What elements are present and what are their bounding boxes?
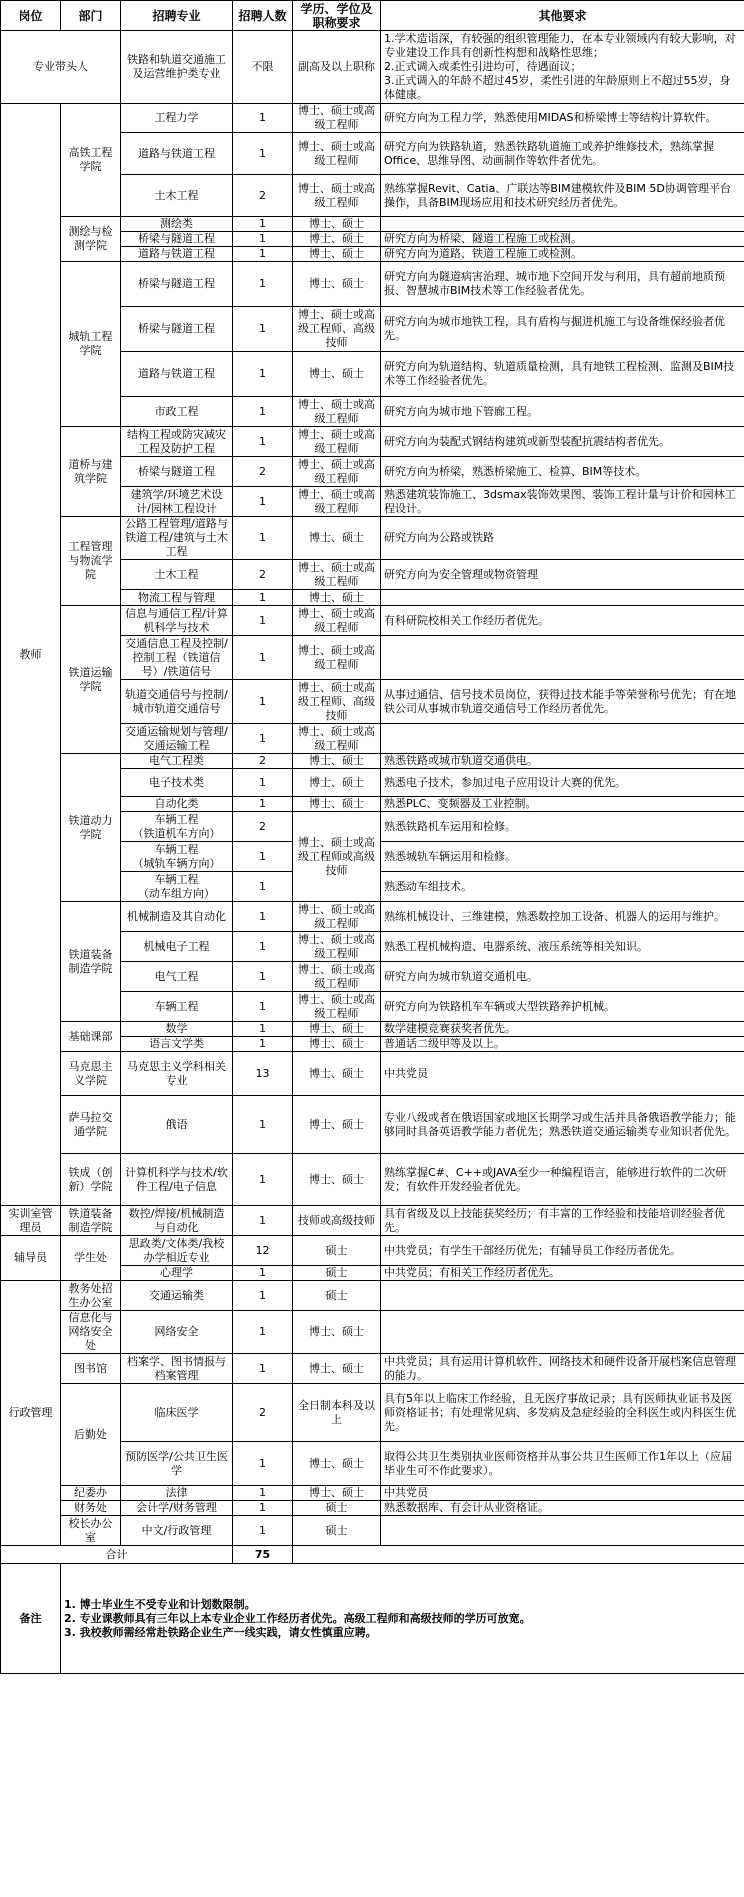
other-cell	[381, 1281, 744, 1311]
dept-cell: 基础课部	[61, 1022, 121, 1052]
degree-cell: 博士、硕士或高级工程师	[293, 992, 381, 1022]
notes-content	[61, 1564, 744, 1674]
dept-cell: 纪委办	[61, 1486, 121, 1501]
degree-cell: 博士、硕士或高级工程师	[293, 487, 381, 517]
table-row	[1, 1516, 744, 1546]
other-cell	[381, 636, 744, 680]
major-cell: 桥梁与隧道工程	[121, 457, 233, 487]
degree-cell: 技师或高级技师	[293, 1206, 381, 1236]
other-cell	[381, 217, 744, 232]
count-cell: 1	[233, 724, 293, 754]
count-cell: 1	[233, 606, 293, 636]
degree-cell: 博士、硕士	[293, 590, 381, 606]
table-row	[1, 262, 744, 307]
major-cell: 信息与通信工程/计算机科学与技术	[121, 606, 233, 636]
degree-cell: 博士、硕士	[293, 797, 381, 812]
major-cell: 轨道交通信号与控制/城市轨道交通信号	[121, 680, 233, 724]
degree-cell: 博士、硕士	[293, 754, 381, 769]
degree-cell: 硕士	[293, 1516, 381, 1546]
other-cell: 研究方向为铁路轨道，熟悉铁路轨道施工或养护维修技术，熟练掌握Office、思维导图、动画制作等软件者优先。	[381, 133, 744, 175]
degree-cell: 博士、硕士或高级工程师	[293, 902, 381, 932]
other-cell: 熟悉数据库、有会计从业资格证。	[381, 1501, 744, 1516]
major-cell: 心理学	[121, 1266, 233, 1281]
degree-cell: 博士、硕士或高级工程师	[293, 962, 381, 992]
count-cell: 1	[233, 962, 293, 992]
dept-cell: 城轨工程学院	[61, 262, 121, 427]
degree-cell: 博士、硕士	[293, 517, 381, 560]
other-cell	[381, 724, 744, 754]
degree-cell: 博士、硕士	[293, 1022, 381, 1037]
leader-other: 1.学术造诣深，有较强的组织管理能力，在本专业领域内有较大影响，对专业建设工作具有创新性构想和战略性思维； 2.正式调入或柔性引进均可，待遇面议； 3.正式调入的年龄不超过45岁，柔性引进的年龄原则上不超过55岁，身体健康。	[381, 31, 744, 104]
degree-cell: 博士、硕士	[293, 352, 381, 397]
degree-cell: 博士、硕士	[293, 1154, 381, 1206]
header-degree: 学历、学位及职称要求	[293, 1, 381, 31]
other-cell: 研究方向为装配式钢结构建筑或新型装配抗震结构者优先。	[381, 427, 744, 457]
other-cell: 熟练掌握C#、C++或JAVA至少一种编程语言，能够进行软件的二次研发；有软件开发经验者优先。	[381, 1154, 744, 1206]
other-cell: 研究方向为工程力学，熟悉使用MIDAS和桥梁博士等结构计算软件。	[381, 104, 744, 133]
major-cell: 交通信息工程及控制/控制工程（铁道信号）/铁道信号	[121, 636, 233, 680]
other-cell: 研究方向为桥梁、隧道工程施工或检测。	[381, 232, 744, 247]
count-cell: 1	[233, 1354, 293, 1384]
dept-cell: 后勤处	[61, 1384, 121, 1486]
count-cell: 13	[233, 1052, 293, 1096]
count-cell: 1	[233, 247, 293, 262]
major-cell: 机械电子工程	[121, 932, 233, 962]
major-cell: 会计学/财务管理	[121, 1501, 233, 1516]
note-1: 1. 博士毕业生不受专业和计划数限制。	[64, 1597, 256, 1611]
major-cell: 档案学、图书情报与档案管理	[121, 1354, 233, 1384]
degree-cell: 博士、硕士或高级工程师	[293, 932, 381, 962]
count-cell: 1	[233, 1442, 293, 1486]
dept-cell: 道桥与建筑学院	[61, 427, 121, 517]
other-cell: 研究方向为城市地下管廊工程。	[381, 397, 744, 427]
major-cell: 俄语	[121, 1096, 233, 1154]
major-cell: 数控/焊接/机械制造与自动化	[121, 1206, 233, 1236]
table-row	[1, 104, 744, 133]
other-cell: 研究方向为公路或铁路	[381, 517, 744, 560]
dept-cell: 信息化与网络安全处	[61, 1311, 121, 1354]
dept-cell: 测绘与检测学院	[61, 217, 121, 262]
other-cell: 研究方向为道路、铁道工程施工或检测。	[381, 247, 744, 262]
major-cell: 车辆工程 （铁道机车方向）	[121, 812, 233, 842]
other-cell: 熟悉PLC、变频器及工业控制。	[381, 797, 744, 812]
count-cell: 1	[233, 307, 293, 352]
major-cell: 桥梁与隧道工程	[121, 232, 233, 247]
dept-cell: 铁道运输学院	[61, 606, 121, 754]
major-cell: 机械制造及其自动化	[121, 902, 233, 932]
count-cell: 2	[233, 560, 293, 590]
degree-cell: 硕士	[293, 1281, 381, 1311]
dept-cell: 校长办公室	[61, 1516, 121, 1546]
major-cell: 电子技术类	[121, 769, 233, 797]
major-cell: 结构工程或防灾减灾工程及防护工程	[121, 427, 233, 457]
table-row	[1, 1096, 744, 1154]
major-cell: 物流工程与管理	[121, 590, 233, 606]
major-cell: 交通运输类	[121, 1281, 233, 1311]
degree-cell: 博士、硕士	[293, 1096, 381, 1154]
header-count: 招聘人数	[233, 1, 293, 31]
count-cell: 1	[233, 1022, 293, 1037]
count-cell: 1	[233, 217, 293, 232]
other-cell: 研究方向为城市地铁工程，具有盾构与掘进机施工与设备维保经验者优先。	[381, 307, 744, 352]
major-cell: 公路工程管理/道路与铁道工程/建筑与土木工程	[121, 517, 233, 560]
count-cell: 12	[233, 1236, 293, 1266]
major-cell: 土木工程	[121, 175, 233, 217]
major-cell: 车辆工程 （动车组方向）	[121, 872, 233, 902]
degree-cell: 硕士	[293, 1266, 381, 1281]
header-major: 招聘专业	[121, 1, 233, 31]
table-row	[1, 217, 744, 232]
other-cell: 熟悉铁路机车运用和检修。	[381, 812, 744, 842]
dept-cell: 图书馆	[61, 1354, 121, 1384]
major-cell: 交通运输规划与管理/交通运输工程	[121, 724, 233, 754]
count-cell: 1	[233, 680, 293, 724]
count-cell: 1	[233, 842, 293, 872]
other-cell: 熟悉动车组技术。	[381, 872, 744, 902]
total-label: 合计	[1, 1546, 233, 1564]
degree-cell: 博士、硕士	[293, 1486, 381, 1501]
major-cell: 桥梁与隧道工程	[121, 262, 233, 307]
major-cell: 电气工程类	[121, 754, 233, 769]
table-row	[1, 1384, 744, 1442]
other-cell: 中共党员；有相关工作经历者优先。	[381, 1266, 744, 1281]
other-cell: 研究方向为桥梁，熟悉桥梁施工、检算、BIM等技术。	[381, 457, 744, 487]
degree-cell: 博士、硕士	[293, 1442, 381, 1486]
table-row	[1, 606, 744, 636]
table-row	[1, 1206, 744, 1236]
leader-degree: 副高及以上职称	[293, 31, 381, 104]
table-row	[1, 754, 744, 769]
major-cell: 建筑学/环境艺术设计/园林工程设计	[121, 487, 233, 517]
count-cell: 1	[233, 1486, 293, 1501]
table-row	[1, 1052, 744, 1096]
other-cell: 熟悉城轨车辆运用和检修。	[381, 842, 744, 872]
major-cell: 数学	[121, 1022, 233, 1037]
other-cell: 研究方向为铁路机车车辆或大型铁路养护机械。	[381, 992, 744, 1022]
count-cell: 1	[233, 1037, 293, 1052]
count-cell: 2	[233, 175, 293, 217]
dept-cell: 铁道动力学院	[61, 754, 121, 902]
note-3: 3. 我校教师需经常赴铁路企业生产一线实践，请女性慎重应聘。	[64, 1625, 377, 1639]
count-cell: 2	[233, 1384, 293, 1442]
count-cell: 2	[233, 754, 293, 769]
table-row	[1, 1486, 744, 1501]
table-row	[1, 1236, 744, 1266]
degree-cell: 博士、硕士	[293, 769, 381, 797]
header-other: 其他要求	[381, 1, 744, 31]
count-cell: 1	[233, 104, 293, 133]
dept-cell: 铁道装备制造学院	[61, 902, 121, 1022]
other-cell: 熟练机械设计、三维建模，熟悉数控加工设备、机器人的运用与维护。	[381, 902, 744, 932]
dept-cell: 铁道装备制造学院	[61, 1206, 121, 1236]
major-cell: 法律	[121, 1486, 233, 1501]
major-cell: 自动化类	[121, 797, 233, 812]
count-cell: 1	[233, 590, 293, 606]
dept-cell: 工程管理与物流学院	[61, 517, 121, 606]
table-row	[1, 1022, 744, 1037]
count-cell: 1	[233, 232, 293, 247]
degree-cell: 博士、硕士或高级工程师或高级技师	[293, 812, 381, 902]
major-cell: 车辆工程 （城轨车辆方向）	[121, 842, 233, 872]
degree-cell: 博士、硕士	[293, 217, 381, 232]
degree-cell: 博士、硕士	[293, 247, 381, 262]
degree-cell: 博士、硕士或高级工程师	[293, 104, 381, 133]
degree-cell: 博士、硕士或高级工程师	[293, 560, 381, 590]
counselor-position: 辅导员	[1, 1236, 61, 1281]
count-cell: 1	[233, 1281, 293, 1311]
major-cell: 桥梁与隧道工程	[121, 307, 233, 352]
other-cell: 熟悉建筑装饰施工、3dsmax装饰效果图、装饰工程计量与计价和园林工程设计。	[381, 487, 744, 517]
major-cell: 市政工程	[121, 397, 233, 427]
degree-cell: 博士、硕士	[293, 232, 381, 247]
other-cell: 中共党员	[381, 1486, 744, 1501]
major-cell: 道路与铁道工程	[121, 133, 233, 175]
count-cell: 1	[233, 397, 293, 427]
dept-cell: 教务处招生办公室	[61, 1281, 121, 1311]
admin-position: 行政管理	[1, 1281, 61, 1546]
count-cell: 1	[233, 797, 293, 812]
count-cell: 2	[233, 457, 293, 487]
degree-cell: 博士、硕士或高级工程师	[293, 606, 381, 636]
count-cell: 1	[233, 133, 293, 175]
count-cell: 1	[233, 872, 293, 902]
major-cell: 中文/行政管理	[121, 1516, 233, 1546]
count-cell: 1	[233, 1311, 293, 1354]
major-cell: 道路与铁道工程	[121, 352, 233, 397]
degree-cell: 博士、硕士或高级工程师	[293, 133, 381, 175]
degree-cell: 博士、硕士或高级工程师、高级技师	[293, 307, 381, 352]
count-cell: 1	[233, 1096, 293, 1154]
other-cell	[381, 1311, 744, 1354]
header-position: 岗位	[1, 1, 61, 31]
degree-cell: 硕士	[293, 1501, 381, 1516]
dept-cell: 萨马拉交通学院	[61, 1096, 121, 1154]
header-row	[1, 1, 744, 31]
table-row	[1, 1281, 744, 1311]
other-cell: 中共党员	[381, 1052, 744, 1096]
degree-cell: 博士、硕士	[293, 1354, 381, 1384]
table-row	[1, 1501, 744, 1516]
notes-row	[1, 1564, 744, 1674]
count-cell: 2	[233, 812, 293, 842]
dept-cell: 高铁工程学院	[61, 104, 121, 217]
count-cell: 1	[233, 1516, 293, 1546]
other-cell: 研究方向为轨道结构、轨道质量检测，具有地铁工程检测、监测及BIM技术等工作经验者优先。	[381, 352, 744, 397]
dept-cell: 财务处	[61, 1501, 121, 1516]
major-cell: 测绘类	[121, 217, 233, 232]
other-cell: 熟悉铁路或城市轨道交通供电。	[381, 754, 744, 769]
notes-label: 备注	[1, 1564, 61, 1674]
other-cell: 研究方向为城市轨道交通机电。	[381, 962, 744, 992]
table-row	[1, 427, 744, 457]
other-cell	[381, 1516, 744, 1546]
major-cell: 语言文学类	[121, 1037, 233, 1052]
other-cell: 数学建模竞赛获奖者优先。	[381, 1022, 744, 1037]
count-cell: 1	[233, 1266, 293, 1281]
major-cell: 车辆工程	[121, 992, 233, 1022]
count-cell: 1	[233, 636, 293, 680]
other-cell: 熟悉工程机械构造、电器系统、液压系统等相关知识。	[381, 932, 744, 962]
other-cell: 中共党员；具有运用计算机软件、网络技术和硬件设备开展档案信息管理的能力。	[381, 1354, 744, 1384]
other-cell: 熟练掌握Revit、Catia、广联达等BIM建模软件及BIM 5D协调管理平台操作，具备BIM现场应用和技术研究经历者优先。	[381, 175, 744, 217]
other-cell: 研究方向为隧道病害治理、城市地下空间开发与利用，具有超前地质预报、智慧城市BIM技术等工作经验者优先。	[381, 262, 744, 307]
degree-cell: 博士、硕士或高级工程师	[293, 636, 381, 680]
leader-major: 铁路和轨道交通施工及运营维护类专业	[121, 31, 233, 104]
other-cell: 专业八级或者在俄语国家或地区长期学习或生活并具备俄语教学能力；能够同时具备英语教学能力者优先；熟悉铁道交通运输类专业知识者优先。	[381, 1096, 744, 1154]
degree-cell: 博士、硕士	[293, 262, 381, 307]
other-cell: 熟悉电子技术，参加过电子应用设计大赛的优先。	[381, 769, 744, 797]
other-cell: 有科研院校相关工作经历者优先。	[381, 606, 744, 636]
table-row	[1, 1311, 744, 1354]
degree-cell: 博士、硕士或高级工程师	[293, 175, 381, 217]
major-cell: 土木工程	[121, 560, 233, 590]
count-cell: 1	[233, 1154, 293, 1206]
degree-cell: 博士、硕士或高级工程师、高级技师	[293, 680, 381, 724]
degree-cell: 博士、硕士	[293, 1037, 381, 1052]
count-cell: 1	[233, 262, 293, 307]
other-cell: 中共党员；有学生干部经历优先；有辅导员工作经历者优先。	[381, 1236, 744, 1266]
major-cell: 预防医学/公共卫生医学	[121, 1442, 233, 1486]
degree-cell: 博士、硕士	[293, 1052, 381, 1096]
note-2: 2. 专业课教师具有三年以上本专业企业工作经历者优先。高级工程师和高级技师的学历可放宽。	[64, 1611, 531, 1625]
count-cell: 1	[233, 487, 293, 517]
count-cell: 1	[233, 992, 293, 1022]
table-row	[1, 517, 744, 560]
other-cell: 从事过通信、信号技术员岗位，获得过技术能手等荣誉称号优先；有在地铁公司从事城市轨道交通信号工作经历者优先。	[381, 680, 744, 724]
count-cell: 1	[233, 769, 293, 797]
other-cell: 普通话二级甲等及以上。	[381, 1037, 744, 1052]
table-row	[1, 1354, 744, 1384]
total-value: 75	[233, 1546, 293, 1564]
teacher-position: 教师	[1, 104, 61, 1206]
other-cell: 具有5年以上临床工作经验，且无医疗事故记录；具有医师执业证书及医师资格证书；有处理常见病、多发病及急症经验的全科医生或内科医生优先。	[381, 1384, 744, 1442]
other-cell	[381, 590, 744, 606]
dept-cell: 学生处	[61, 1236, 121, 1281]
table-row	[1, 1154, 744, 1206]
other-cell: 研究方向为安全管理或物资管理	[381, 560, 744, 590]
count-cell: 1	[233, 1206, 293, 1236]
total-empty	[293, 1546, 744, 1564]
major-cell: 计算机科学与技术/软件工程/电子信息	[121, 1154, 233, 1206]
degree-cell: 博士、硕士或高级工程师	[293, 457, 381, 487]
count-cell: 1	[233, 902, 293, 932]
count-cell: 1	[233, 932, 293, 962]
other-cell: 具有省级及以上技能获奖经历；有丰富的工作经验和技能培训经验者优先。	[381, 1206, 744, 1236]
major-cell: 思政类/文体类/我校办学相近专业	[121, 1236, 233, 1266]
dept-cell: 铁成（创新）学院	[61, 1154, 121, 1206]
header-dept: 部门	[61, 1, 121, 31]
major-cell: 电气工程	[121, 962, 233, 992]
degree-cell: 博士、硕士	[293, 1311, 381, 1354]
lab-position: 实训室管理员	[1, 1206, 61, 1236]
leader-position: 专业带头人	[1, 31, 121, 104]
degree-cell: 全日制本科及以上	[293, 1384, 381, 1442]
degree-cell: 博士、硕士或高级工程师	[293, 427, 381, 457]
count-cell: 1	[233, 427, 293, 457]
count-cell: 1	[233, 1501, 293, 1516]
degree-cell: 硕士	[293, 1236, 381, 1266]
major-cell: 网络安全	[121, 1311, 233, 1354]
table-row	[1, 31, 744, 104]
total-row	[1, 1546, 744, 1564]
dept-cell: 马克思主义学院	[61, 1052, 121, 1096]
major-cell: 临床医学	[121, 1384, 233, 1442]
major-cell: 道路与铁道工程	[121, 247, 233, 262]
leader-count: 不限	[233, 31, 293, 104]
other-cell: 取得公共卫生类别执业医师资格并从事公共卫生医师工作1年以上（应届毕业生可不作此要求）。	[381, 1442, 744, 1486]
degree-cell: 博士、硕士或高级工程师	[293, 397, 381, 427]
count-cell: 1	[233, 352, 293, 397]
degree-cell: 博士、硕士或高级工程师	[293, 724, 381, 754]
major-cell: 马克思主义学科相关专业	[121, 1052, 233, 1096]
table-row	[1, 902, 744, 932]
count-cell: 1	[233, 517, 293, 560]
major-cell: 工程力学	[121, 104, 233, 133]
